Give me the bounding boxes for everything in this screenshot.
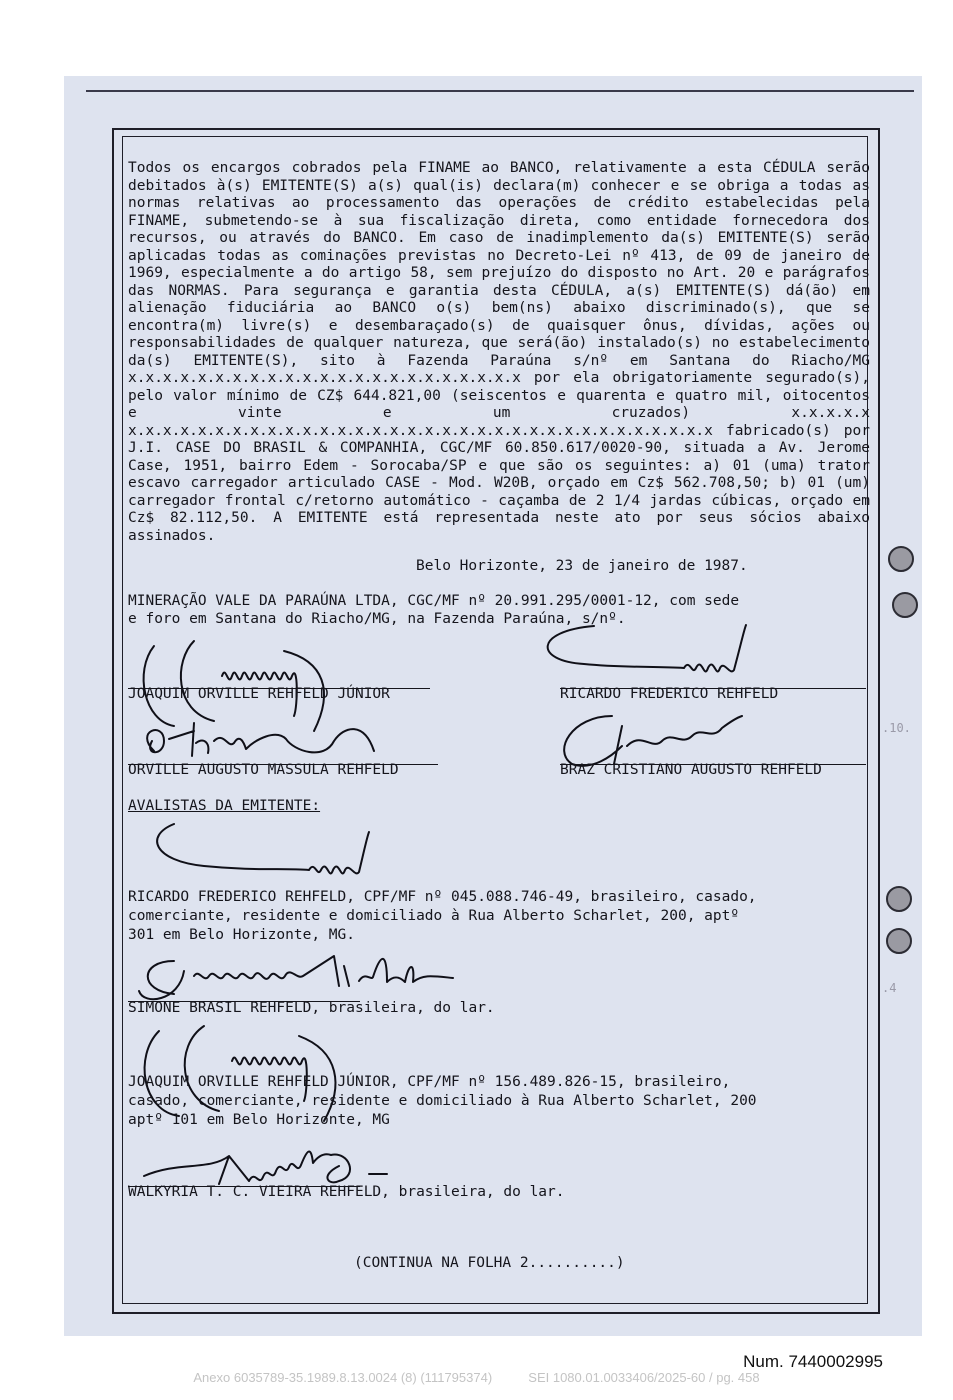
cedula-body-paragraph: Todos os encargos cobrados pela FINAME ao BANCO, relativamente a esta CÉDULA serão debitados à(s) EMITENTE(S) a(s) qual(is) declara(m) conhecer e se obriga a todas as normas relativas ao processamento das operações de crédito estabelecidas pela FINAME, submetendo-se à sua fiscalização direta, como entidade fornecedora dos recursos, ou através do BANCO. Em caso de inadimplemento da(s) EMITENTE(S) serão aplicadas todas as cominações previstas no Decreto-Lei nº 413, de 09 de janeiro de 1969, especialmente a do artigo 58, sem prejuízo do disposto no Art. 20 e parágrafos das NORMAS. Para segurança e garantia desta CÉDULA, a(s) EMITENTE(S) dá(ão) em alienação fiduciária ao BANCO o(s) bem(ns) abaixo discriminado(s), que se encontra(m) livre(s) e desembaraçado(s) de quaisquer ônus, dívidas, ações ou responsabilidades de qualquer natureza, que será(ão) instalado(s) no estabelecimento da(s) EMITENTE(S), sito à Fazenda Paraúna s/nº em Santana do Riacho/MG x.x.x.x.x.x.x.x.x.x.x.x.x.x.x.x.x.x.x.x.x.x.x por ela obrigatoriamente segurado(s), pelo valor mínimo de CZ$ 644.821,00 (seiscentos e quarenta e quatro mil, oitocentos e vinte e um cruzados) x.x.x.x.x x.x.x.x.x.x.x.x.x.x.x.x.x.x.x.x.x.x.x.x.x.x.x.x.x.x.x.x.x.x.x.x.x.x fabricado(s) por J.I. CASE DO BRASIL & COMPANHIA, CGC/MF 60.850.617/0020-90, situada a Av. Jerome Case, 1951, bairro Edem - Sorocaba/SP e que são os seguintes: a) 01 (uma) trator escavo carregador articulado CASE - Mod. W20B, orçado em Cz$ 562.708,50; b) 01 (um) carregador frontal c/retorno automático - caçamba de 2 1/4 jardas cúbicas, orçado em Cz$ 82.112,50. A EMITENTE está representada neste ato por seus sócios abaixo assinados. [128,160,870,544]
page-footer [0,1370,953,1385]
guarantor-joaquim: JOAQUIM ORVILLE REHFELD JÚNIOR, CPF/MF nº 156.489.826-15, brasileiro, casado, comerciante, residente e domiciliado à Rua Alberto Scharlet, 200 aptº 101 em Belo Horizonte, MG [128,1074,757,1128]
signatory-ricardo: RICARDO FREDERICO REHFELD [560,686,779,702]
scanned-page [64,76,922,1336]
punch-hole [886,928,912,954]
guarantor-simone: SIMONE BRASIL REHFELD, brasileira, do lar. [128,1000,495,1016]
top-border-line [86,90,914,92]
footer-left: Anexo 6035789-35.1989.8.13.0024 (8) (111795374) [193,1370,493,1385]
punch-hole [892,592,918,618]
guarantor-ricardo: RICARDO FREDERICO REHFELD, CPF/MF nº 045.088.746-49, brasileiro, casado, comerciante, residente e domiciliado à Rua Alberto Scharlet, 200, aptº 301 em Belo Horizonte, MG. [128,889,757,943]
guarantors-heading: AVALISTAS DA EMITENTE: [128,798,321,814]
signatory-joaquim: JOAQUIM ORVILLE REHFELD JÚNIOR [128,686,390,702]
footer-right: SEI 1080.01.0033406/2025-60 / pg. 458 [528,1370,760,1385]
punch-hole [886,886,912,912]
punch-hole [888,546,914,572]
company-line-2: e foro em Santana do Riacho/MG, na Fazenda Paraúna, s/nº. [128,611,626,627]
company-line-1: MINERAÇÃO VALE DA PARAÚNA LTDA, CGC/MF nº 20.991.295/0001-12, com sede [128,593,740,609]
signature-ricardo [524,616,804,696]
signature-ricardo-guarantor [134,816,414,891]
signature-walkyria [139,1136,439,1191]
signatory-orville: ORVILLE AUGUSTO MASSULA REHFELD [128,762,399,778]
place-date: Belo Horizonte, 23 de janeiro de 1987. [416,558,748,574]
margin-mark-2: .4 [882,981,897,995]
document-number-stamp: Num. 7440002995 [743,1352,883,1371]
margin-mark-1: .10. [882,721,911,735]
guarantor-walkyria: WALKYRIA T. C. VIEIRA REHFELD, brasileira, do lar. [128,1184,565,1200]
continuation-note: (CONTINUA NA FOLHA 2..........) [354,1255,625,1271]
signatory-braz: BRAZ CRISTIANO AUGUSTO REHFELD [560,762,822,778]
